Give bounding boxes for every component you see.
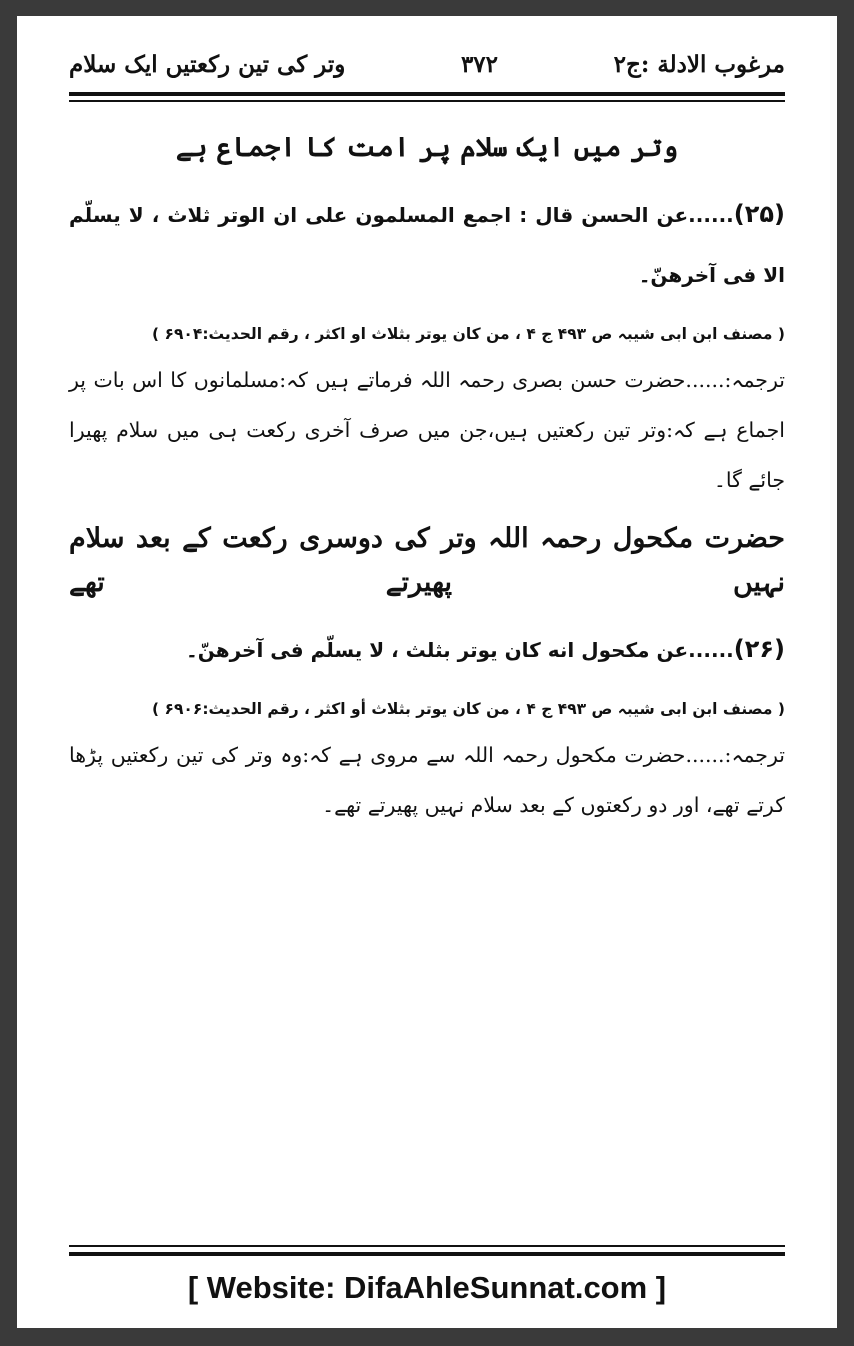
section-heading-2: حضرت مکحول رحمہ اللہ وتر کی دوسری رکعت کے بعد سلام نہیں پھیرتے تھے (69, 523, 785, 598)
hadith-text-25: ......عن الحسن قال : اجمع المسلمون علی ان الوتر ثلاث ، لا یسلّم الا فی آخرھنّ۔ (69, 203, 785, 287)
hadith-number-26: (۲۶) (733, 635, 785, 663)
footer-rule-thin (69, 1245, 785, 1247)
hadith-arabic-25 (69, 184, 785, 305)
section-heading-1: وتر میں ایک سلام پر امت کا اجماع ہے (175, 132, 679, 163)
hadith-reference-26: ( مصنف ابن ابی شیبہ ص ۴۹۳ ج ۴ ، من کان یوتر بثلاث أو اکثر ، رقم الحدیث:۶۹۰۶ ) (152, 700, 785, 718)
page-number: ۳۷۲ (460, 50, 499, 78)
header-rule-thin (69, 100, 785, 102)
hadith-arabic-26 (69, 619, 785, 680)
hadith-translation-25: ترجمہ:......حضرت حسن بصری رحمہ اللہ فرماتے ہیں کہ:مسلمانوں کا اس بات پر اجماع ہے کہ:وتر تین رکعتیں ہیں،جن میں صرف آخری رکعت ہی میں سلام پھیرا جائے گا۔ (69, 368, 785, 492)
book-title: مرغوب الادلة :ج۲ (613, 50, 785, 78)
chapter-title: وتر کی تین رکعتیں ایک سلام (69, 50, 346, 78)
page-body (69, 126, 785, 830)
book-page (17, 16, 837, 1328)
header-rule-thick (69, 92, 785, 96)
hadith-translation-26: ترجمہ:......حضرت مکحول رحمہ اللہ سے مروی ہے کہ:وہ وتر کی تین رکعتیں پڑھا کرتے تھے، اور دو رکعتوں کے بعد سلام نہیں پھیرتے تھے۔ (69, 743, 785, 817)
website-banner: [ Website: DifaAhleSunnat.com ] (187, 1270, 667, 1305)
hadith-reference-25: ( مصنف ابن ابی شیبہ ص ۴۹۳ ج ۴ ، من کان یوتر بثلاث او اکثر ، رقم الحدیث:۶۹۰۴ ) (152, 325, 785, 343)
footer-rule-thick (69, 1252, 785, 1256)
hadith-text-26: ......عن مکحول انه کان یوتر بثلث ، لا یسلّم فی آخرھنّ۔ (186, 638, 734, 662)
hadith-number-25: (۲۵) (733, 200, 785, 228)
running-head (69, 42, 785, 86)
